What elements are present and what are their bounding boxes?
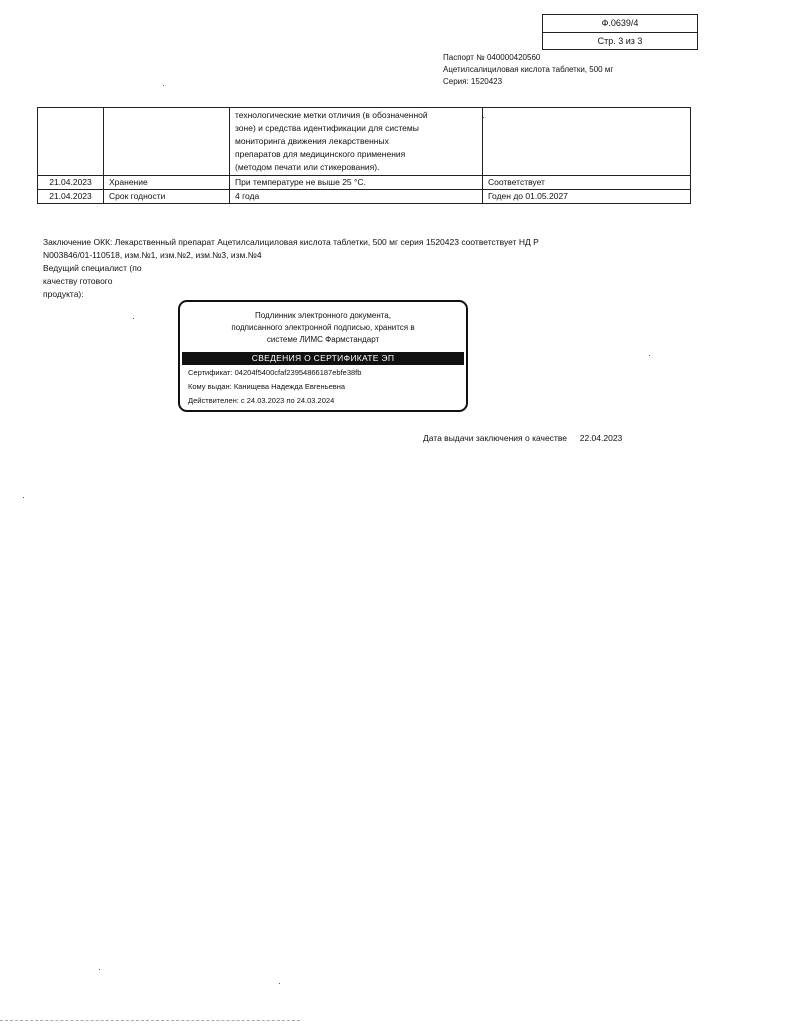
result-cell	[483, 108, 691, 176]
requirement-line: зоне) и средства идентификации для системы	[235, 123, 419, 133]
page-number: Стр. 3 из 3	[543, 32, 697, 50]
quality-conclusion	[43, 236, 539, 262]
form-code-box	[542, 14, 698, 50]
requirement-line: препаратов для медицинского применения	[235, 149, 406, 159]
certificate-band: СВЕДЕНИЯ О СЕРТИФИКАТЕ ЭП	[182, 352, 464, 365]
scan-speck	[649, 355, 650, 356]
scan-speck	[133, 318, 134, 319]
table-row	[38, 108, 691, 176]
stamp-line: подписанного электронной подписью, хранится в	[231, 323, 415, 332]
requirement-cell: 4 года	[230, 190, 483, 204]
certificate-validity: Действителен: с 24.03.2023 по 24.03.2024	[188, 396, 335, 405]
requirement-line: технологические метки отличия (в обозначенной	[235, 110, 428, 120]
issue-date	[423, 432, 622, 445]
table-row	[38, 190, 691, 204]
certificate-id: Сертификат: 04204f5400cfaf23954866187ebfe38fb	[188, 368, 362, 377]
date-cell	[38, 108, 104, 176]
passport-number: Паспорт № 040000420560	[443, 53, 541, 62]
series-number: Серия: 1520423	[443, 77, 503, 86]
requirement-cell	[230, 108, 483, 176]
date-cell: 21.04.2023	[38, 176, 104, 190]
result-cell: Соответствует	[483, 176, 691, 190]
scan-edge-line	[0, 1020, 300, 1021]
specialist-line: качеству готового	[43, 276, 113, 286]
issue-date-label: Дата выдачи заключения о качестве	[423, 433, 567, 443]
stamp-line: Подлинник электронного документа,	[255, 311, 391, 320]
requirement-line: мониторинга движения лекарственных	[235, 136, 389, 146]
conclusion-line: Заключение ОКК: Лекарственный препарат Ацетилсалициловая кислота таблетки, 500 мг серия 1520423 соответствует НД Р	[43, 237, 539, 247]
stamp-line: системе ЛИМС Фармстандарт	[266, 335, 380, 344]
issue-date-value: 22.04.2023	[579, 433, 623, 443]
product-name: Ацетилсалициловая кислота таблетки, 500 мг	[443, 65, 614, 74]
parameter-cell	[104, 108, 230, 176]
specialist-label	[43, 262, 142, 301]
specialist-line: Ведущий специалист (по	[43, 263, 142, 273]
e-signature-stamp	[178, 300, 468, 412]
scan-speck	[163, 85, 164, 86]
scan-speck	[23, 497, 24, 498]
requirement-cell: При температуре не выше 25 °С.	[230, 176, 483, 190]
requirement-line: (методом печати или стикерования).	[235, 162, 380, 172]
result-cell: Годен до 01.05.2027	[483, 190, 691, 204]
table-row	[38, 176, 691, 190]
test-results-table	[37, 107, 691, 204]
date-cell: 21.04.2023	[38, 190, 104, 204]
parameter-cell: Хранение	[104, 176, 230, 190]
form-code: Ф.0639/4	[601, 18, 639, 28]
scan-speck	[483, 117, 484, 118]
conclusion-line: N003846/01-110518, изм.№1, изм.№2, изм.№3, изм.№4	[43, 250, 262, 260]
parameter-cell: Срок годности	[104, 190, 230, 204]
scan-speck	[279, 983, 280, 984]
specialist-line: продукта):	[43, 289, 84, 299]
certificate-owner: Кому выдан: Канищева Надежда Евгеньевна	[188, 382, 346, 391]
scan-speck	[99, 969, 100, 970]
